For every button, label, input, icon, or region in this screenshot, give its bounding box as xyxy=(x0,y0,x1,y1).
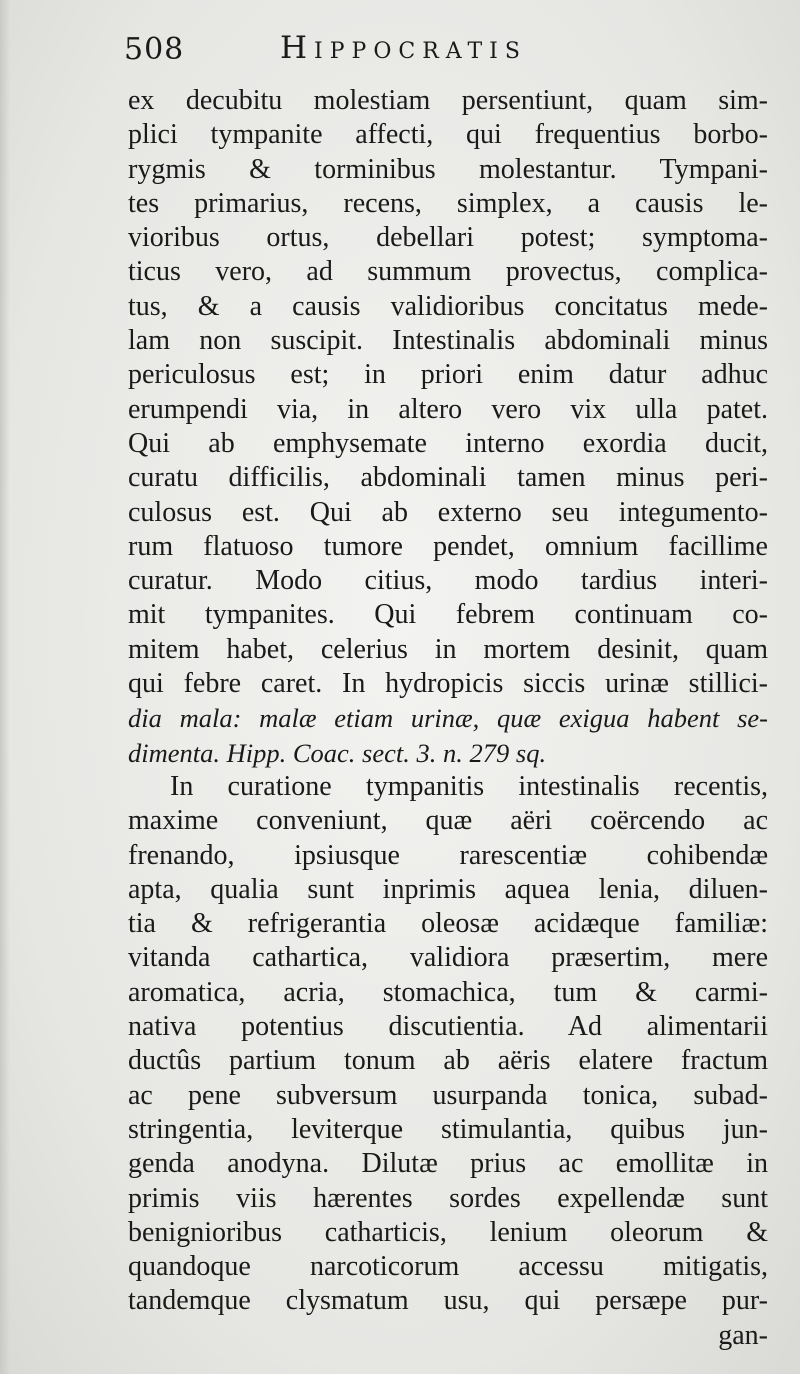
text-line: qui febre caret. In hydropicis siccis urinæ stillici- xyxy=(128,668,768,700)
citation-line: dimenta. Hipp. Coac. sect. 3. n. 279 sq. xyxy=(128,737,547,768)
text-line: nativa potentius discutientia. Ad alimentarii xyxy=(128,1011,768,1043)
text-line: lam non suscipit. Intestinalis abdominali minus xyxy=(128,325,768,357)
text-line: tus, & a causis validioribus concitatus mede- xyxy=(128,290,768,322)
text-line: Qui ab emphysemate interno exordia ducit, xyxy=(128,427,768,459)
text-line: mit tympanites. Qui febrem continuam co- xyxy=(128,599,768,631)
text-line: apta, qualia sunt inprimis aquea lenia, diluen- xyxy=(128,873,768,905)
page-gutter-shadow xyxy=(0,0,10,1374)
text-line: erumpendi via, in altero vero vix ulla patet. xyxy=(128,393,768,425)
text-line: quandoque narcoticorum accessu mitigatis, xyxy=(128,1251,768,1283)
text-line: mitem habet, celerius in mortem desinit, quam xyxy=(128,633,768,665)
text-line: aromatica, acria, stomachica, tum & carmi- xyxy=(128,976,768,1008)
text-line: periculosus est; in priori enim datur adhuc xyxy=(128,359,768,391)
body-text xyxy=(128,84,768,1353)
text-line: plici tympanite affecti, qui frequentius borbo- xyxy=(128,119,768,151)
text-line: frenando, ipsiusque rarescentiæ cohibendæ xyxy=(128,839,768,871)
catchword: gan- xyxy=(718,1319,768,1351)
text-line: stringentia, leviterque stimulantia, quibus jun- xyxy=(128,1113,768,1145)
text-line: tia & refrigerantia oleosæ acidæque familiæ: xyxy=(128,908,768,940)
text-line: curatur. Modo citius, modo tardius interi- xyxy=(128,565,768,597)
text-line: primis viis hærentes sordes expellendæ sunt xyxy=(128,1182,768,1214)
text-line: curatu difficilis, abdominali tamen minus peri- xyxy=(128,462,768,494)
paragraph-first-line: In curatione tympanitis intestinalis recentis, xyxy=(170,770,768,802)
text-line: benignioribus catharticis, lenium oleorum & xyxy=(128,1216,768,1248)
citation-line: dia mala: malæ etiam urinæ, quæ exigua habent se- xyxy=(128,703,768,734)
text-line: vioribus ortus, debellari potest; symptoma- xyxy=(128,222,768,254)
running-head: Hippocratis xyxy=(280,30,527,66)
text-line: rygmis & torminibus molestantur. Tympani- xyxy=(128,153,768,185)
text-line: maxime conveniunt, quæ aëri coërcendo ac xyxy=(128,805,768,837)
page-header xyxy=(124,28,664,72)
text-line: ductûs partium tonum ab aëris elatere fractum xyxy=(128,1045,768,1077)
text-line: culosus est. Qui ab externo seu integumento- xyxy=(128,496,768,528)
text-line: rum flatuoso tumore pendet, omnium facillime xyxy=(128,530,768,562)
page-number: 508 xyxy=(124,32,185,67)
text-line: genda anodyna. Dilutæ prius ac emollitæ in xyxy=(128,1148,768,1180)
text-line: ac pene subversum usurpanda tonica, subad- xyxy=(128,1079,768,1111)
text-line: vitanda cathartica, validiora præsertim, mere xyxy=(128,942,768,974)
text-line: tandemque clysmatum usu, qui persæpe pur- xyxy=(128,1285,768,1317)
text-line: ticus vero, ad summum provectus, complica- xyxy=(128,256,768,288)
text-line: ex decubitu molestiam persentiunt, quam sim- xyxy=(128,85,768,116)
text-line: tes primarius, recens, simplex, a causis le- xyxy=(128,187,768,219)
